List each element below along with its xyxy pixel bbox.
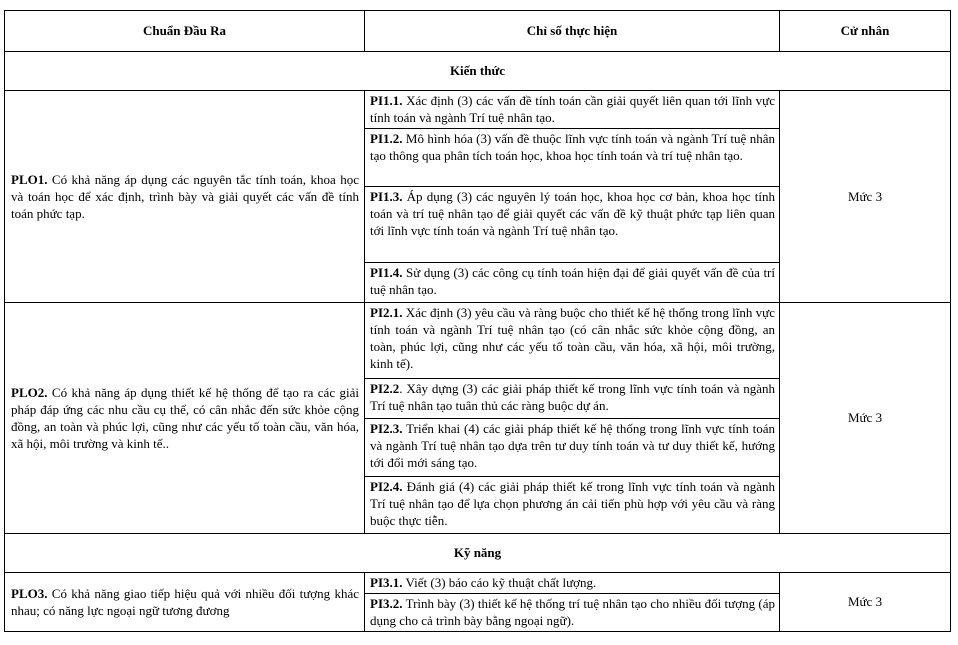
outcomes-table xyxy=(4,10,951,632)
pi-text: Áp dụng (3) các nguyên lý toán học, khoa học cơ bản, khoa học tính toán và trí tuệ nhân tạo để giải quyết các vấn đề kỹ thuật phức tạp liên quan tới lĩnh vực tính toán và ngành Trí tuệ nhân tạo. xyxy=(370,189,775,238)
pi-code: PI1.2. xyxy=(370,131,403,146)
plo-code: PLO2. xyxy=(11,385,48,400)
plo-code: PLO1. xyxy=(11,172,48,187)
plo-cell xyxy=(5,573,365,632)
pi-code: PI2.1. xyxy=(370,305,403,320)
section-row xyxy=(5,534,951,573)
table-row xyxy=(5,303,951,379)
pi-text: Triển khai (4) các giải pháp thiết kế hệ thống trong lĩnh vực tính toán và ngành Trí tuệ nhân tạo dựa trên tư duy tính toán và tư duy thiết kế, hướng tới đổi mới sáng tạo. xyxy=(370,421,775,470)
pi-code: PI1.3. xyxy=(370,189,403,204)
section-title: Kiến thức xyxy=(5,52,951,91)
pi-text: Xác định (3) yêu cầu và ràng buộc cho thiết kế hệ thống trong lĩnh vực tính toán và ngành Trí tuệ nhân tạo (có cân nhắc sức khỏe cộng đồng, an toàn, phúc lợi, cũng như các yếu tố toàn cầu, văn hóa, xã hội, môi trường, kinh tế). xyxy=(370,305,775,371)
header-indicator: Chỉ số thực hiện xyxy=(365,11,780,52)
plo-text: Có khả năng áp dụng thiết kế hệ thống để tạo ra các giải pháp đáp ứng các nhu cầu cụ thể, có cân nhắc đến sức khỏe cộng đồng, an toàn và phúc lợi, cũng như các yếu tố toàn cầu, văn hóa, xã hội, môi trường và kinh tế.. xyxy=(11,385,359,451)
plo-text: Có khả năng giao tiếp hiệu quả với nhiều đối tượng khác nhau; có năng lực ngoại ngữ tương đương xyxy=(11,586,359,618)
section-title: Kỹ năng xyxy=(5,534,951,573)
pi-text: Mô hình hóa (3) vấn đề thuộc lĩnh vực tính toán và ngành Trí tuệ nhân tạo thông qua phân tích toán học, khoa học tính toán và trí tuệ nhân tạo. xyxy=(370,131,775,163)
pi-cell xyxy=(365,263,780,303)
table-row xyxy=(5,573,951,594)
pi-code: PI3.1. xyxy=(370,575,403,590)
plo-cell xyxy=(5,91,365,303)
pi-text: Đánh giá (4) các giải pháp thiết kế trong lĩnh vực tính toán và ngành Trí tuệ nhân tạo để lựa chọn phương án cải tiến phù hợp với yêu cầu và ràng buộc thực tiễn. xyxy=(370,479,775,528)
pi-cell xyxy=(365,129,780,187)
table-row xyxy=(5,91,951,129)
pi-text: Trình bày (3) thiết kế hệ thống trí tuệ nhân tạo cho nhiều đối tượng (áp dụng cho cả trình bày bằng ngoại ngữ). xyxy=(370,596,775,628)
pi-text: Xác định (3) các vấn đề tính toán cần giải quyết liên quan tới lĩnh vực tính toán và ngành Trí tuệ nhân tạo. xyxy=(370,93,775,125)
pi-cell xyxy=(365,91,780,129)
pi-code: PI2.3. xyxy=(370,421,403,436)
pi-code: PI1.1. xyxy=(370,93,403,108)
pi-cell xyxy=(365,477,780,534)
pi-text: Sử dụng (3) các công cụ tính toán hiện đại để giải quyết vấn đề của trí tuệ nhân tạo. xyxy=(370,265,775,297)
pi-cell xyxy=(365,419,780,477)
pi-code: PI1.4. xyxy=(370,265,403,280)
plo-cell xyxy=(5,303,365,534)
header-degree: Cử nhân xyxy=(780,11,951,52)
pi-code: PI2.4. xyxy=(370,479,403,494)
plo-text: Có khả năng áp dụng các nguyên tắc tính toán, khoa học và toán học để xác định, trình bày và giải quyết các vấn đề tính toán phức tạp. xyxy=(11,172,359,221)
header-outcome: Chuẩn Đầu Ra xyxy=(5,11,365,52)
plo-code: PLO3. xyxy=(11,586,48,601)
pi-code: PI3.2. xyxy=(370,596,403,611)
pi-cell xyxy=(365,594,780,632)
level-cell: Mức 3 xyxy=(780,303,951,534)
pi-cell xyxy=(365,573,780,594)
pi-cell xyxy=(365,303,780,379)
pi-cell xyxy=(365,379,780,419)
pi-cell xyxy=(365,187,780,263)
pi-text: Viết (3) báo cáo kỹ thuật chất lượng. xyxy=(402,575,597,590)
level-cell: Mức 3 xyxy=(780,573,951,632)
level-cell: Mức 3 xyxy=(780,91,951,303)
pi-code: PI2.2 xyxy=(370,381,400,396)
header-row xyxy=(5,11,951,52)
section-row xyxy=(5,52,951,91)
pi-text: . Xây dựng (3) các giải pháp thiết kế trong lĩnh vực tính toán và ngành Trí tuệ nhân tạo tuân thủ các ràng buộc dự án. xyxy=(370,381,775,413)
